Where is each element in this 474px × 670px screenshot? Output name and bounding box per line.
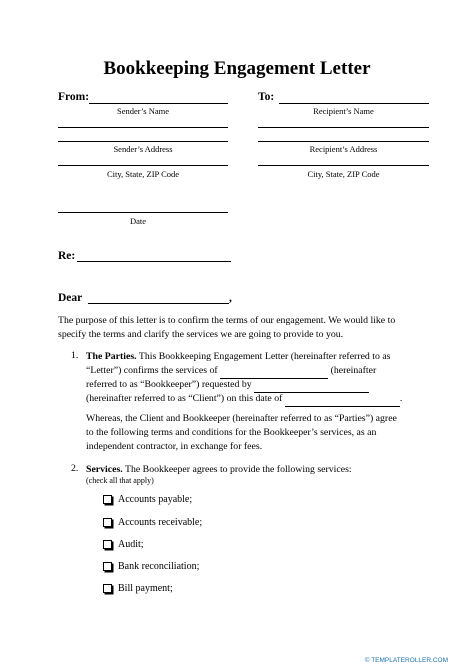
sender-name-line[interactable]: [89, 103, 228, 104]
date-caption: Date: [129, 216, 147, 226]
service-option-accounts-payable[interactable]: [103, 494, 192, 505]
item-1-line-1: [86, 350, 416, 364]
sender-city-line[interactable]: [58, 165, 228, 166]
item-1-text-1: This Bookkeeping Engagement Letter (hereinafter referred to as: [136, 351, 391, 362]
item-1-text-4a: (hereinafter referred to as “Client”) on this date of: [86, 393, 283, 404]
item-1-text-2a: “Letter”) confirms the services of: [86, 365, 218, 376]
checkbox-icon[interactable]: [103, 540, 112, 549]
footer-site-link[interactable]: TEMPLATEROLLER.COM: [371, 657, 448, 664]
service-option-bank-reconciliation[interactable]: [103, 561, 199, 572]
recipient-address-line-1[interactable]: [258, 127, 429, 128]
document-title: Bookkeeping Engagement Letter: [103, 58, 371, 79]
re-line[interactable]: [77, 261, 231, 262]
service-option-audit[interactable]: [103, 539, 144, 550]
dear-comma: ,: [229, 292, 232, 304]
footer-watermark[interactable]: [365, 657, 448, 664]
item-1-para-2-line-2: to the following terms and conditions for the Bookkeeper’s services, as an: [86, 427, 377, 438]
service-option-label: Bill payment;: [118, 583, 173, 594]
sender-city-caption: City, State, ZIP Code: [106, 169, 180, 179]
engagement-date-line[interactable]: [285, 392, 403, 407]
item-1-text-4b: .: [399, 393, 403, 404]
item-1-para-2-line-3: independent contractor, in exchange for fees.: [86, 441, 263, 452]
sender-name-caption: Sender’s Name: [116, 106, 169, 116]
copyright-symbol: ©: [364, 657, 370, 664]
service-option-bill-payment[interactable]: [103, 583, 173, 594]
dear-label: Dear: [58, 292, 83, 304]
intro-line-2: specify the terms and clarify the services we are going to provide to you.: [58, 329, 344, 340]
recipient-address-line-2[interactable]: [258, 141, 429, 142]
check-all-note: (check all that apply): [86, 476, 154, 485]
recipient-address-caption: Recipient’s Address: [309, 144, 378, 154]
date-line[interactable]: [58, 212, 228, 213]
service-option-label: Bank reconciliation;: [118, 561, 200, 572]
checkbox-icon[interactable]: [103, 562, 112, 571]
item-1-text-2b: (hereinafter: [330, 365, 377, 376]
service-option-label: Accounts payable;: [118, 494, 193, 505]
item-1-line-4: [86, 392, 416, 407]
checkbox-icon[interactable]: [103, 495, 112, 504]
item-1-text-3a: referred to as “Bookkeeper”) requested by: [86, 379, 252, 390]
item-1-para-2-line-1: Whereas, the Client and Bookkeeper (hereinafter referred to as “Parties”) agree: [86, 413, 397, 424]
dear-line[interactable]: [88, 303, 229, 304]
recipient-name-caption: Recipient’s Name: [313, 106, 374, 116]
recipient-city-caption: City, State, ZIP Code: [307, 169, 380, 179]
sender-address-line-2[interactable]: [58, 141, 228, 142]
item-1-number: 1.: [71, 350, 79, 361]
checkbox-icon[interactable]: [103, 584, 112, 593]
re-label: Re:: [58, 250, 76, 262]
service-option-label: Accounts receivable;: [118, 517, 203, 528]
item-2-number: 2.: [71, 463, 79, 474]
service-option-label: Audit;: [118, 539, 144, 550]
item-2-heading: Services.: [86, 464, 123, 475]
from-label: From:: [58, 91, 90, 103]
recipient-name-line[interactable]: [279, 103, 429, 104]
intro-line-1: The purpose of this letter is to confirm the terms of our engagement. We would like to: [58, 315, 396, 326]
checkbox-icon[interactable]: [103, 518, 112, 527]
sender-address-caption: Sender’s Address: [113, 144, 173, 154]
sender-address-line-1[interactable]: [58, 127, 228, 128]
service-option-accounts-receivable[interactable]: [103, 517, 202, 528]
to-label: To:: [258, 91, 275, 103]
item-1-heading: The Parties.: [86, 351, 137, 362]
item-2-text: The Bookkeeper agrees to provide the following services:: [122, 464, 352, 475]
recipient-city-line[interactable]: [258, 165, 429, 166]
